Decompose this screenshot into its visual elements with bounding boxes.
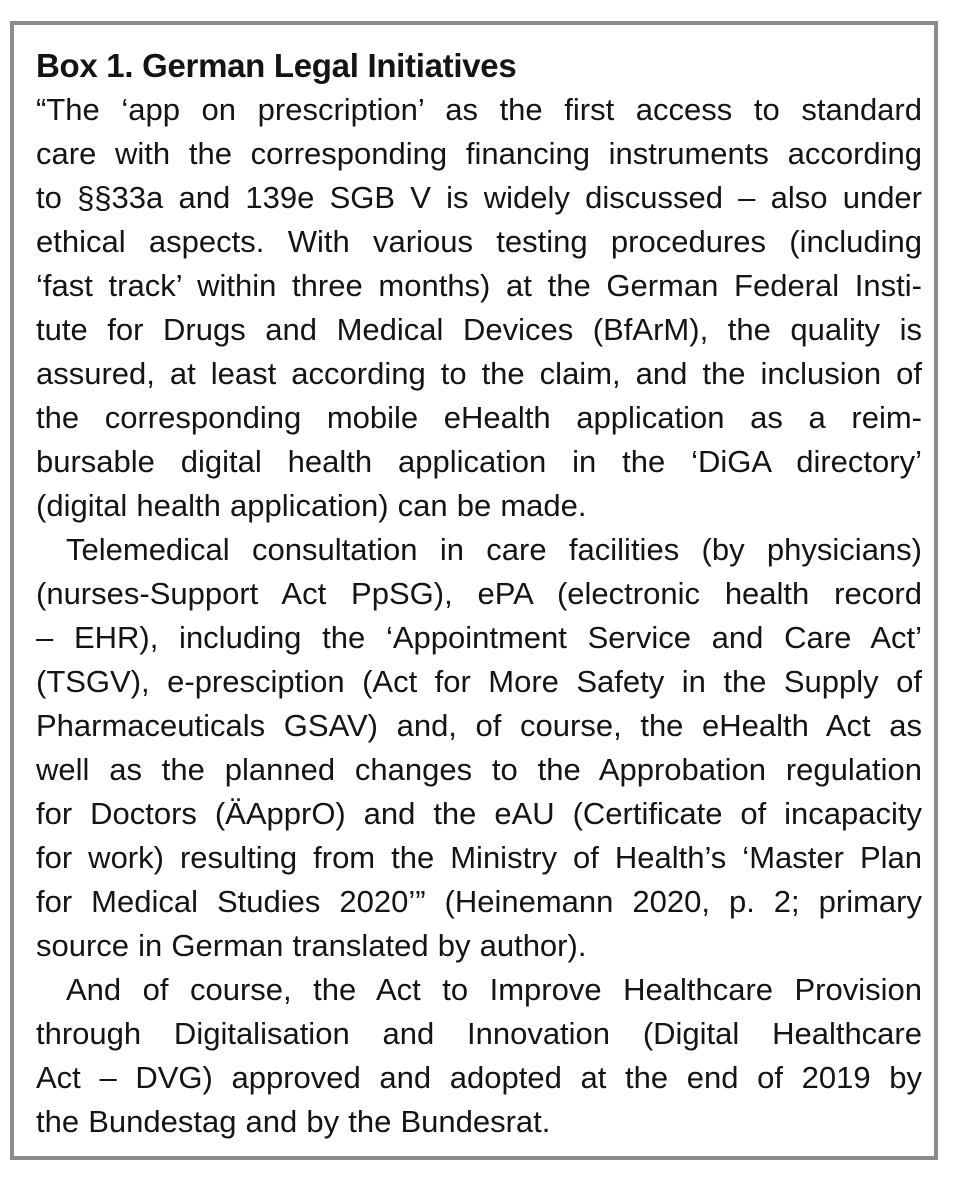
- paragraph: [36, 88, 922, 528]
- text-line: bursable digital health application in the ‘DiGA directory’: [36, 444, 922, 479]
- text-line: care with the corresponding financing instruments according: [36, 136, 922, 171]
- text-line: (digital health application) can be made.: [36, 488, 587, 523]
- text-line: (TSGV), e-presciption (Act for More Safety in the Supply of: [36, 664, 922, 699]
- text-line: “The ‘app on prescription’ as the first access to standard: [36, 92, 922, 127]
- text-line: for work) resulting from the Ministry of Health’s ‘Master Plan: [36, 840, 922, 875]
- text-line: ‘fast track’ within three months) at the German Federal Insti-: [36, 268, 922, 303]
- text-line: for Doctors (ÄApprO) and the eAU (Certificate of incapacity: [36, 796, 922, 831]
- text-line: through Digitalisation and Innovation (Digital Healthcare: [36, 1016, 922, 1051]
- text-line: source in German translated by author).: [36, 928, 587, 963]
- text-line: Pharmaceuticals GSAV) and, of course, the eHealth Act as: [36, 708, 922, 743]
- text-line: Act – DVG) approved and adopted at the end of 2019 by: [36, 1060, 922, 1095]
- text-line: Telemedical consultation in care facilities (by physicians): [66, 532, 922, 567]
- text-line: tute for Drugs and Medical Devices (BfArM), the quality is: [36, 312, 922, 347]
- text-line: to §§33a and 139e SGB V is widely discussed – also under: [36, 180, 922, 215]
- text-line: And of course, the Act to Improve Healthcare Provision: [66, 972, 922, 1007]
- legal-initiatives-box: [10, 21, 938, 1160]
- text-line: the Bundestag and by the Bundesrat.: [36, 1104, 551, 1139]
- text-line: (nurses-Support Act PpSG), ePA (electronic health record: [36, 576, 922, 611]
- paragraph: [36, 528, 922, 968]
- text-line: the corresponding mobile eHealth application as a reim-: [36, 400, 922, 435]
- paragraph: [36, 968, 922, 1144]
- box-title: Box 1. German Legal Initiatives: [36, 47, 517, 84]
- text-line: assured, at least according to the claim, and the inclusion of: [36, 356, 922, 391]
- text-line: – EHR), including the ‘Appointment Service and Care Act’: [36, 620, 922, 655]
- text-line: well as the planned changes to the Approbation regulation: [36, 752, 922, 787]
- text-line: ethical aspects. With various testing procedures (including: [36, 224, 922, 259]
- text-line: for Medical Studies 2020’” (Heinemann 2020, p. 2; primary: [36, 884, 922, 919]
